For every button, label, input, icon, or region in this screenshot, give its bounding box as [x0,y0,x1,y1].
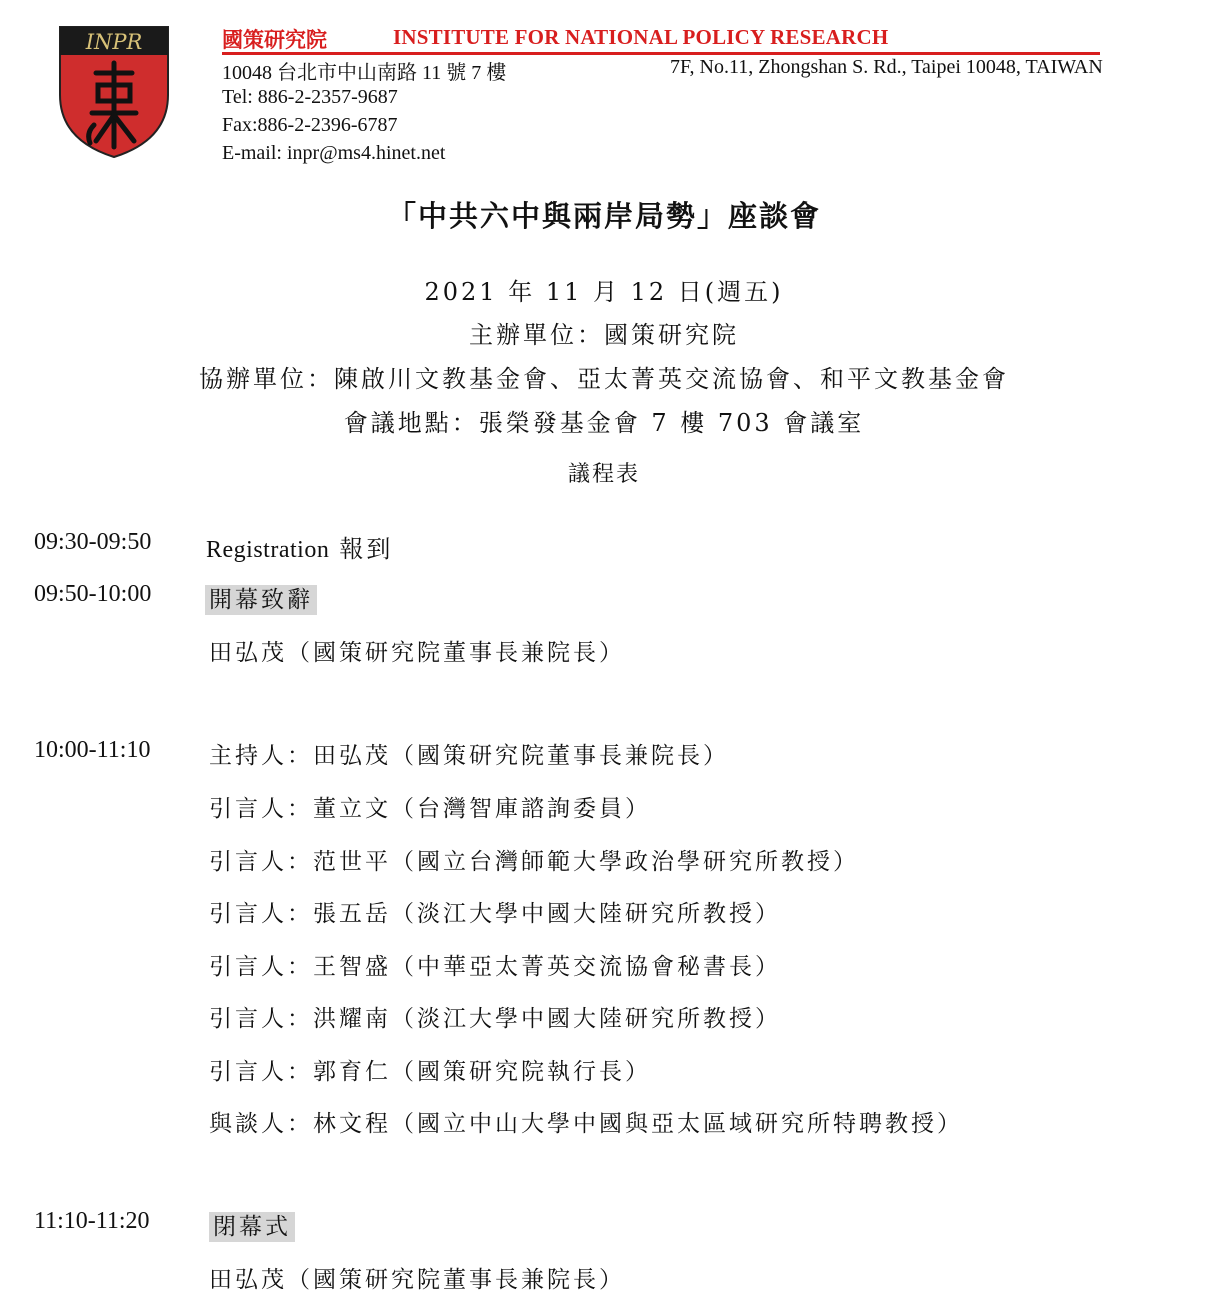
opening-speaker: 田弘茂（國策研究院董事長兼院長） [209,640,625,666]
highlighted-title: 開幕致辭 [205,585,317,615]
organizer: 主辦單位：國策研究院 [469,321,739,349]
closing-speaker: 田弘茂（國策研究院董事長兼院長） [209,1267,625,1293]
session-time: 11:10-11:20 [34,1208,150,1234]
email: E-mail: inpr@ms4.hinet.net [222,142,446,164]
address-zh: 10048 台北市中山南路 11 號 7 樓 [222,62,507,84]
registration-item [206,529,393,564]
moderator: 主持人：田弘茂（國策研究院董事長兼院長） [209,743,729,769]
event-title: 「中共六中與兩岸局勢」座談會 [386,199,821,233]
opening-remarks-title [205,581,317,614]
registration-label-zh: 報到 [339,535,394,563]
org-header [222,24,1100,55]
highlighted-title: 閉幕式 [209,1212,295,1242]
fax: Fax:886-2-2396-6787 [222,114,398,136]
phone: Tel: 886-2-2357-9687 [222,86,398,108]
address-en: 7F, No.11, Zhongshan S. Rd., Taipei 10048, TAIWAN [670,56,1103,78]
agenda-label: 議程表 [567,462,640,487]
speaker-line: 引言人：王智盛（中華亞太菁英交流協會秘書長） [209,954,781,980]
speaker-line: 引言人：范世平（國立台灣師範大學政治學研究所教授） [209,849,859,875]
session-time: 09:50-10:00 [34,581,152,607]
speaker-line: 引言人：洪耀南（淡江大學中國大陸研究所教授） [209,1006,781,1032]
discussant-line: 與談人：林文程（國立中山大學中國與亞太區域研究所特聘教授） [209,1111,963,1137]
venue: 會議地點：張榮發基金會 7 樓 703 會議室 [343,409,865,437]
logo-text: INPR [85,30,143,54]
speaker-line: 引言人：董立文（台灣智庫諮詢委員） [209,796,651,822]
session-time: 09:30-09:50 [34,529,152,555]
speaker-line: 引言人：張五岳（淡江大學中國大陸研究所教授） [209,901,781,927]
closing-title [209,1208,295,1241]
inpr-logo [58,25,170,159]
registration-label-en: Registration [206,537,330,563]
org-name-en: INSTITUTE FOR NATIONAL POLICY RESEARCH [393,25,889,49]
event-date: 2021 年 11 月 12 日(週五) [424,278,784,306]
co-organizers: 協辦單位：陳啟川文教基金會、亞太菁英交流協會、和平文教基金會 [199,365,1009,393]
session-time: 10:00-11:10 [34,737,151,763]
org-name-zh: 國策研究院 [222,27,327,52]
speaker-line: 引言人：郭育仁（國策研究院執行長） [209,1059,651,1085]
